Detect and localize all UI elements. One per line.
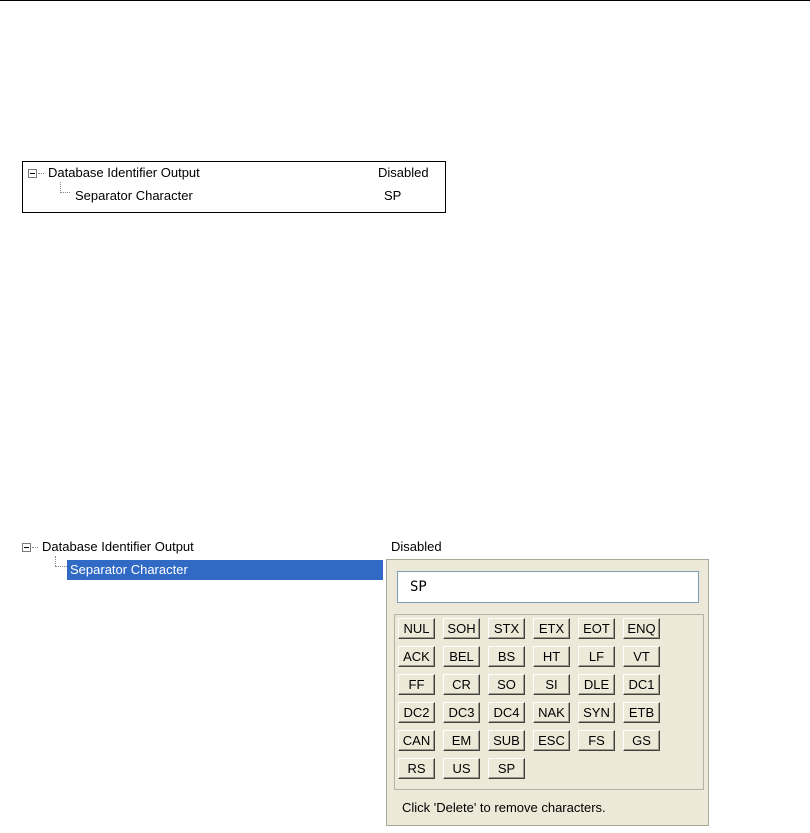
key-us[interactable]: US	[443, 758, 480, 779]
key-soh[interactable]: SOH	[443, 618, 480, 639]
tree-item-label: Database Identifier Output	[42, 539, 194, 554]
key-ht[interactable]: HT	[533, 646, 570, 667]
key-fs[interactable]: FS	[578, 730, 615, 751]
key-si[interactable]: SI	[533, 674, 570, 695]
key-so[interactable]: SO	[488, 674, 525, 695]
key-dc3[interactable]: DC3	[443, 702, 480, 723]
key-ff[interactable]: FF	[398, 674, 435, 695]
key-can[interactable]: CAN	[398, 730, 435, 751]
key-eot[interactable]: EOT	[578, 618, 615, 639]
key-esc[interactable]: ESC	[533, 730, 570, 751]
separator-character-picker	[386, 559, 709, 826]
picker-hint: Click 'Delete' to remove characters.	[402, 800, 606, 815]
tree-row-database-identifier-output[interactable]	[23, 163, 443, 183]
key-cr[interactable]: CR	[443, 674, 480, 695]
tree-item-value: Disabled	[378, 165, 429, 180]
tree-row-database-identifier-output[interactable]	[20, 537, 460, 557]
tree-item-label: Database Identifier Output	[48, 165, 200, 180]
key-sp[interactable]: SP	[488, 758, 525, 779]
tree-connector	[32, 547, 38, 548]
tree-item-value: Disabled	[391, 539, 442, 554]
key-syn[interactable]: SYN	[578, 702, 615, 723]
key-gs[interactable]: GS	[623, 730, 660, 751]
tree-item-label: Separator Character	[75, 188, 193, 203]
key-stx[interactable]: STX	[488, 618, 525, 639]
key-bel[interactable]: BEL	[443, 646, 480, 667]
key-etx[interactable]: ETX	[533, 618, 570, 639]
separator-character-input[interactable]: SP	[397, 571, 699, 603]
tree-connector	[38, 173, 44, 174]
key-etb[interactable]: ETB	[623, 702, 660, 723]
key-ack[interactable]: ACK	[398, 646, 435, 667]
tree-item-label-selected: Separator Character	[67, 560, 383, 580]
key-nul[interactable]: NUL	[398, 618, 435, 639]
collapse-icon[interactable]	[22, 543, 31, 552]
key-enq[interactable]: ENQ	[623, 618, 660, 639]
key-dle[interactable]: DLE	[578, 674, 615, 695]
key-bs[interactable]: BS	[488, 646, 525, 667]
key-dc4[interactable]: DC4	[488, 702, 525, 723]
key-rs[interactable]: RS	[398, 758, 435, 779]
key-em[interactable]: EM	[443, 730, 480, 751]
tree-connector	[55, 566, 67, 567]
tree-row-separator-character[interactable]	[23, 186, 443, 206]
settings-tree-compact	[22, 161, 446, 213]
key-dc1[interactable]: DC1	[623, 674, 660, 695]
key-nak[interactable]: NAK	[533, 702, 570, 723]
key-lf[interactable]: LF	[578, 646, 615, 667]
control-character-grid	[394, 614, 704, 790]
tree-connector	[60, 192, 70, 193]
key-dc2[interactable]: DC2	[398, 702, 435, 723]
key-sub[interactable]: SUB	[488, 730, 525, 751]
key-vt[interactable]: VT	[623, 646, 660, 667]
page-top-rule	[0, 0, 810, 1]
tree-item-value: SP	[384, 188, 402, 203]
collapse-icon[interactable]	[28, 169, 37, 178]
